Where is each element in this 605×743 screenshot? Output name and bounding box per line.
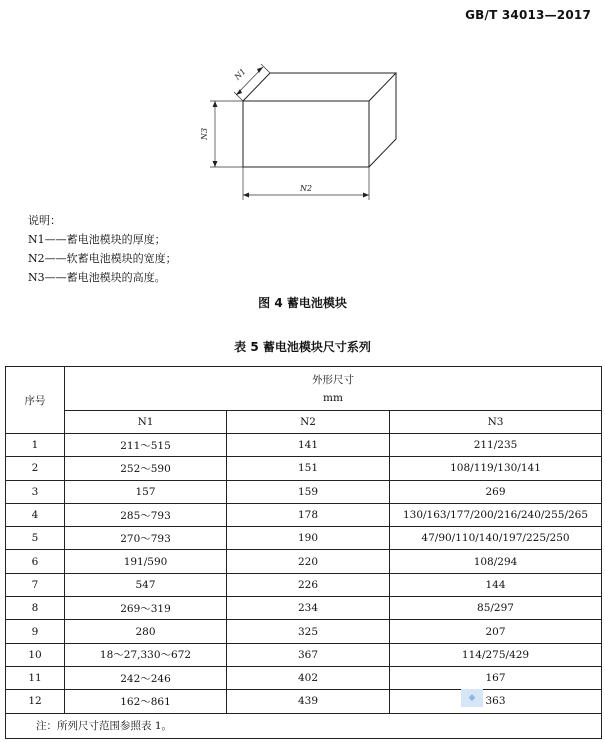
cell-n1: 285～793	[65, 503, 227, 526]
figure-caption: 图 4 蓄电池模块	[258, 296, 347, 310]
table-row	[6, 503, 602, 526]
row-index: 10	[6, 643, 65, 666]
row-index: 5	[6, 527, 65, 550]
row-index: 11	[6, 666, 65, 689]
cell-n3: 108/119/130/141	[390, 457, 602, 480]
column-header-n2: N2	[227, 411, 390, 434]
module-front-face	[243, 101, 369, 167]
table-row	[6, 643, 602, 666]
table-note-row	[6, 713, 602, 738]
column-header-n1: N1	[65, 411, 227, 434]
module-top-face	[243, 73, 396, 101]
table-note: 注：所列尺寸范围参照表 1。	[6, 713, 602, 738]
table-row	[6, 620, 602, 643]
column-header-n3: N3	[390, 411, 602, 434]
cell-n1: 157	[65, 480, 227, 503]
watermark-icon: ◆	[461, 689, 483, 707]
cell-n2: 178	[227, 503, 390, 526]
table-row	[6, 573, 602, 596]
legend-item: N3——蓄电池模块的高度。	[28, 271, 166, 284]
cell-n3: 114/275/429	[390, 643, 602, 666]
cell-n3: 207	[390, 620, 602, 643]
figure-legend	[28, 211, 177, 287]
row-index: 3	[6, 480, 65, 503]
dimension-group-header	[65, 367, 602, 411]
legend-item: N2——软蓄电池模块的宽度；	[28, 252, 177, 265]
cell-n3: 144	[390, 573, 602, 596]
cell-n1: 211～515	[65, 434, 227, 457]
cell-n2: 226	[227, 573, 390, 596]
cell-n1: 280	[65, 620, 227, 643]
cell-n1: 252～590	[65, 457, 227, 480]
n3-label: N3	[200, 127, 209, 141]
cell-n2: 151	[227, 457, 390, 480]
cell-n2: 402	[227, 666, 390, 689]
table-row	[6, 550, 602, 573]
row-index: 8	[6, 597, 65, 620]
row-index: 9	[6, 620, 65, 643]
cell-n3: 47/90/110/140/197/225/250	[390, 527, 602, 550]
index-header: 序号	[6, 367, 65, 434]
cell-n1: 242～246	[65, 666, 227, 689]
cell-n3: 167	[390, 666, 602, 689]
table-row	[6, 690, 602, 713]
n1-label: N1	[232, 66, 248, 82]
legend-item: N1——蓄电池模块的厚度；	[28, 233, 166, 246]
table-row	[6, 480, 602, 503]
table-caption: 表 5 蓄电池模块尺寸系列	[234, 340, 371, 354]
table-row	[6, 434, 602, 457]
battery-module-size-table	[5, 366, 602, 739]
row-index: 7	[6, 573, 65, 596]
unit-label: mm	[323, 391, 343, 404]
cell-n3: 130/163/177/200/216/240/255/265	[390, 503, 602, 526]
cell-n3: 85/297	[390, 597, 602, 620]
table-row	[6, 666, 602, 689]
standard-code: GB/T 34013—2017	[465, 8, 591, 22]
cell-n3: 211/235	[390, 434, 602, 457]
table-row	[6, 457, 602, 480]
row-index: 6	[6, 550, 65, 573]
row-index: 12	[6, 690, 65, 713]
cell-n2: 141	[227, 434, 390, 457]
table-row	[6, 597, 602, 620]
cell-n2: 367	[227, 643, 390, 666]
cell-n1: 191/590	[65, 550, 227, 573]
battery-module-figure	[190, 40, 420, 215]
cell-n1: 270～793	[65, 527, 227, 550]
table-row	[6, 527, 602, 550]
cell-n1: 269～319	[65, 597, 227, 620]
row-index: 2	[6, 457, 65, 480]
legend-title: 说明：	[28, 214, 61, 227]
dimension-group-label: 外形尺寸	[312, 373, 354, 386]
cell-n2: 439	[227, 690, 390, 713]
cell-n2: 190	[227, 527, 390, 550]
cell-n3: 108/294	[390, 550, 602, 573]
cell-n3: 269	[390, 480, 602, 503]
cell-n1: 547	[65, 573, 227, 596]
n2-label: N2	[299, 184, 313, 193]
cell-n3: 363	[390, 690, 602, 713]
cell-n2: 325	[227, 620, 390, 643]
row-index: 4	[6, 503, 65, 526]
cell-n2: 220	[227, 550, 390, 573]
cell-n2: 159	[227, 480, 390, 503]
cell-n2: 234	[227, 597, 390, 620]
cell-n1: 18～27,330～672	[65, 643, 227, 666]
cell-n1: 162～861	[65, 690, 227, 713]
row-index: 1	[6, 434, 65, 457]
